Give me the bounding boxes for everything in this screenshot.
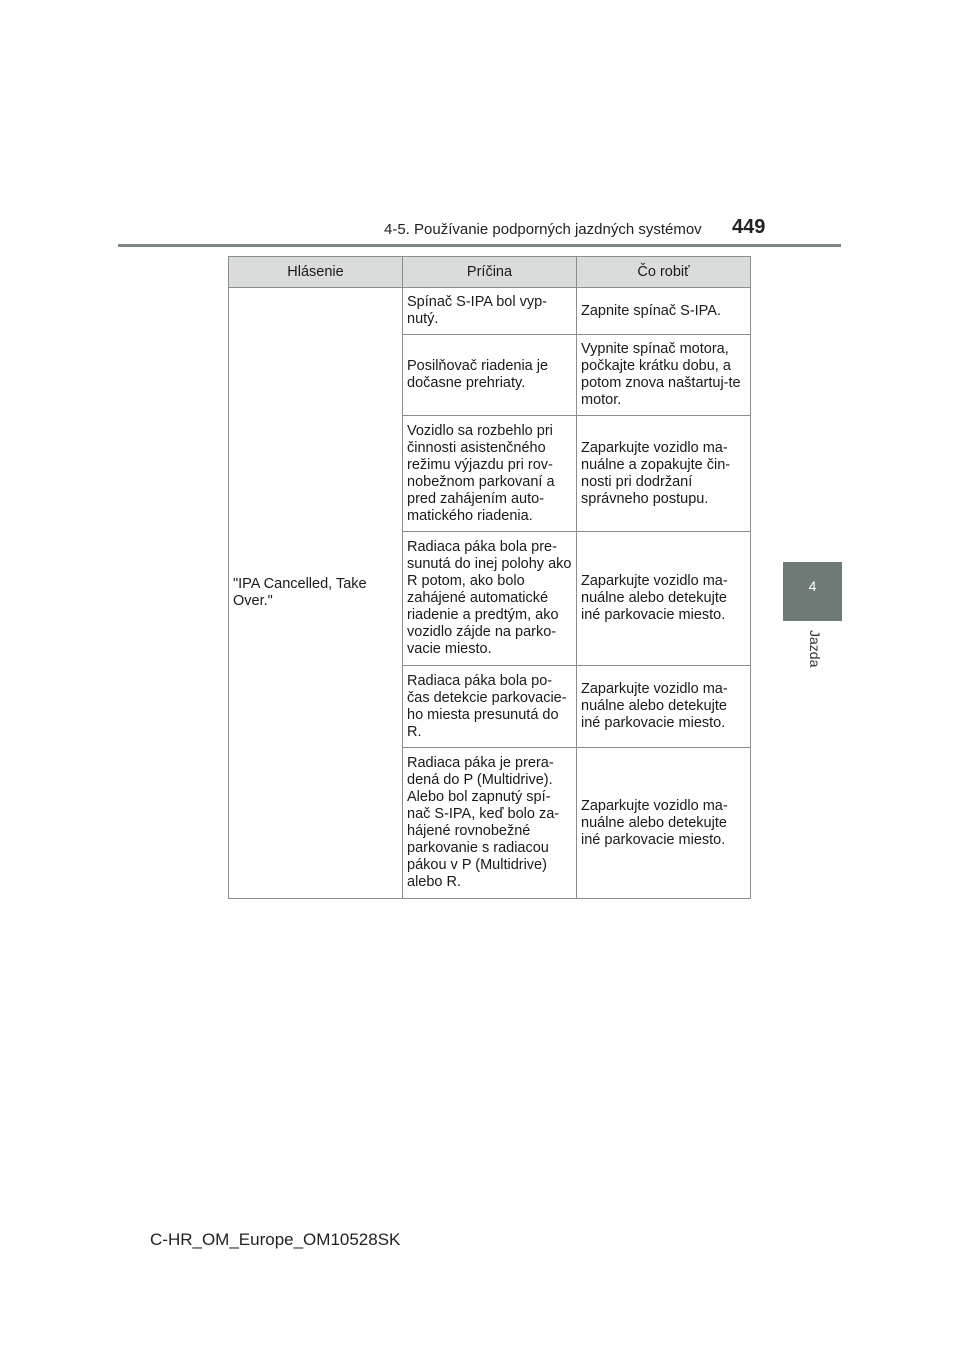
action-cell: Zaparkujte vozidlo ma-nuálne a zopakujte čin-nosti pri dodržaní správneho postupu. — [577, 416, 751, 532]
action-cell: Zapnite spínač S-IPA. — [577, 288, 751, 335]
header-divider — [118, 244, 841, 247]
action-cell: Zaparkujte vozidlo ma-nuálne alebo detekujte iné parkovacie miesto. — [577, 532, 751, 666]
cause-cell: Radiaca páka je prera-dená do P (Multidrive). Alebo bol zapnutý spí-nač S-IPA, keď bolo za-hájené rovnobežné parkovanie s radiacou pákou v P (Multidrive) alebo R. — [403, 748, 577, 899]
cause-cell: Spínač S-IPA bol vyp-nutý. — [403, 288, 577, 335]
cause-cell: Posilňovač riadenia je dočasne prehriaty. — [403, 335, 577, 416]
section-title: 4-5. Používanie podporných jazdných systémov — [384, 221, 702, 238]
chapter-tab — [783, 562, 842, 621]
cause-cell: Vozidlo sa rozbehlo pri činnosti asistenčného režimu výjazdu pri rov-nobežnom parkovaní a pred zahájením auto-matického riadenia. — [403, 416, 577, 532]
column-header-action: Čo robiť — [577, 257, 751, 288]
table-header-row — [229, 257, 751, 288]
table-row — [229, 288, 751, 335]
action-cell: Vypnite spínač motora, počkajte krátku dobu, a potom znova naštartuj-te motor. — [577, 335, 751, 416]
chapter-number: 4 — [808, 578, 817, 594]
column-header-message: Hlásenie — [229, 257, 403, 288]
message-cell: "IPA Cancelled, Take Over." — [229, 288, 403, 899]
message-table — [228, 256, 751, 899]
chapter-label — [773, 630, 853, 690]
action-cell: Zaparkujte vozidlo ma-nuálne alebo detekujte iné parkovacie miesto. — [577, 748, 751, 899]
column-header-cause: Príčina — [403, 257, 577, 288]
cause-cell: Radiaca páka bola po-čas detekcie parkovacie-ho miesta presunutá do R. — [403, 666, 577, 748]
action-cell: Zaparkujte vozidlo ma-nuálne alebo detekujte iné parkovacie miesto. — [577, 666, 751, 748]
cause-cell: Radiaca páka bola pre-sunutá do inej polohy ako R potom, ako bolo zahájené automatické riadenie a predtým, ako vozidlo zájde na parko-vacie miesto. — [403, 532, 577, 666]
document-code: C-HR_OM_Europe_OM10528SK — [150, 1230, 401, 1249]
page-number: 449 — [732, 216, 766, 238]
chapter-label-text: Jazda — [807, 630, 823, 668]
